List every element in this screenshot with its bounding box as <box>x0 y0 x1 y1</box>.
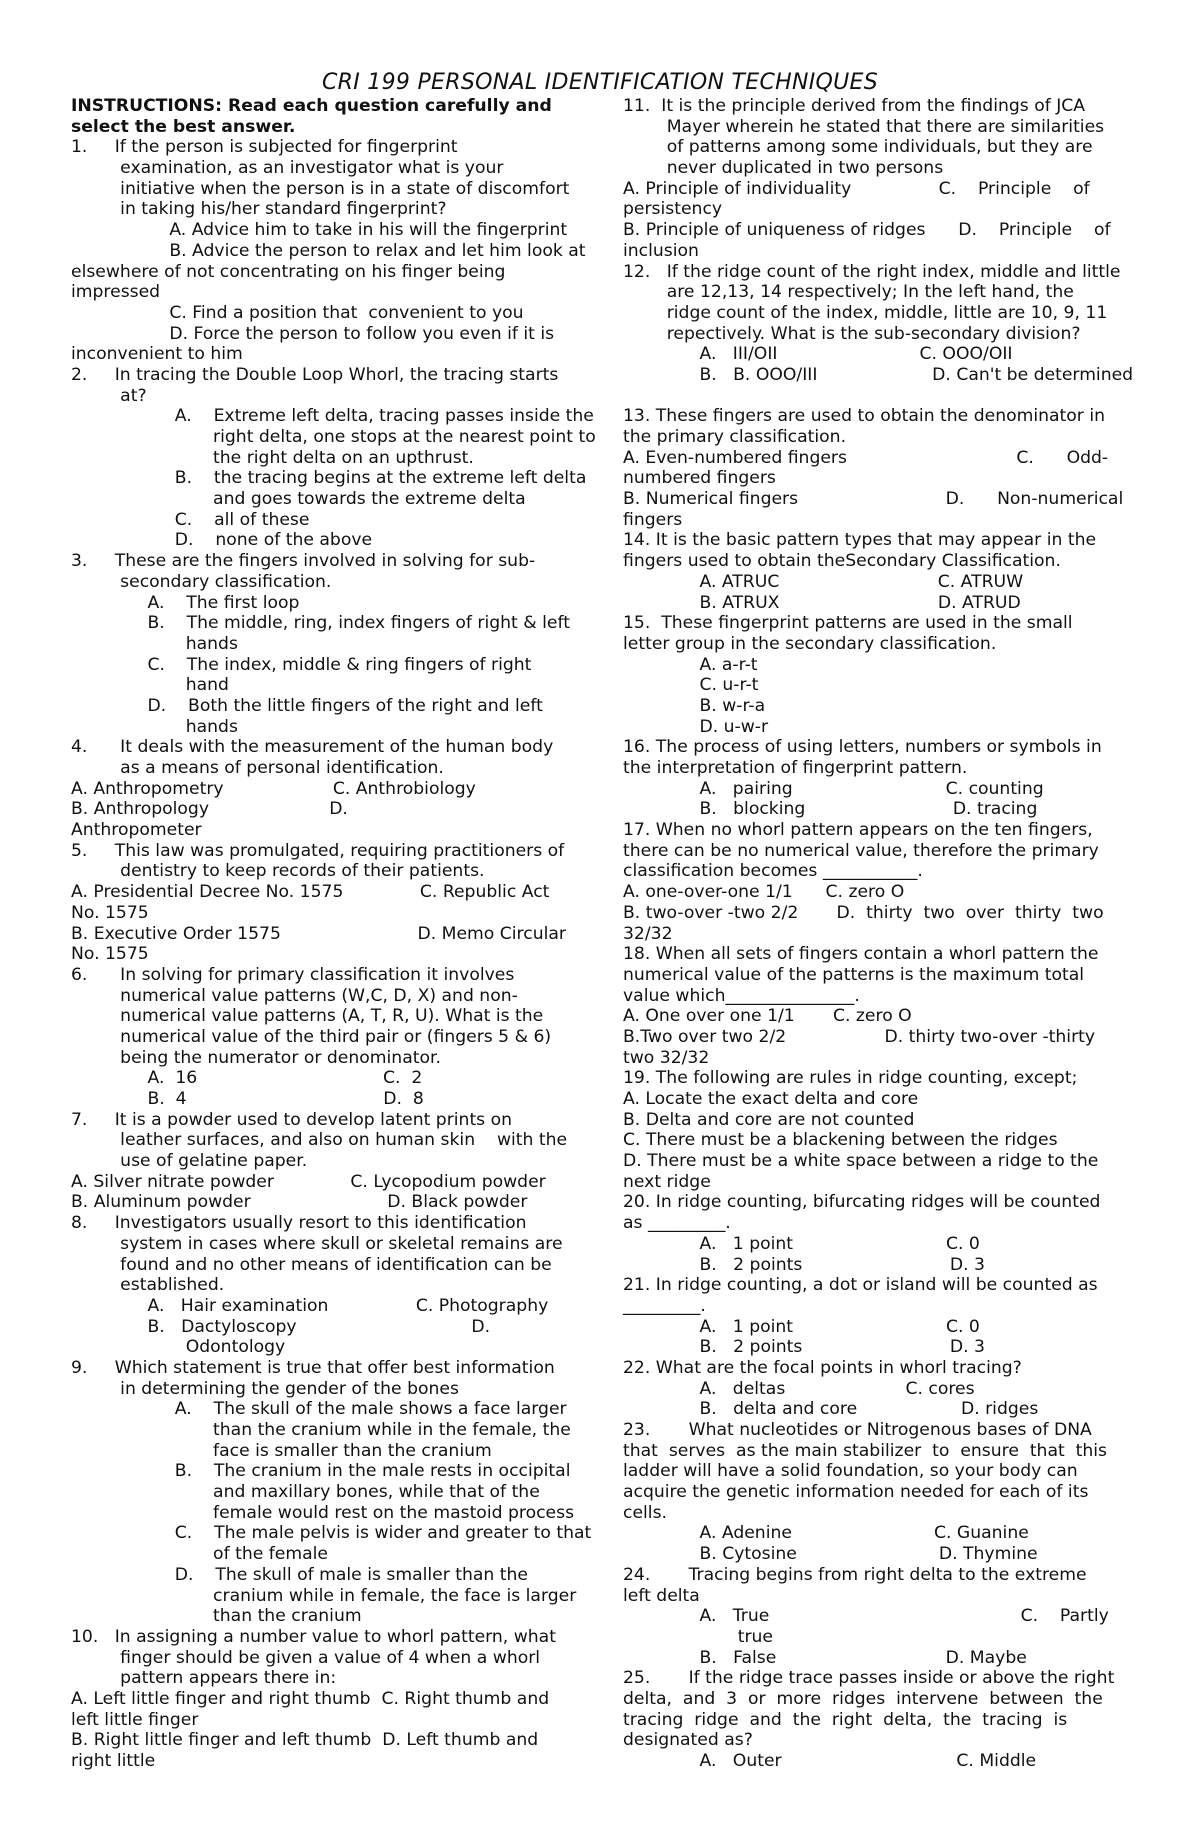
question-text-line: left delta <box>623 1585 700 1606</box>
question-text-line: B. blocking D. tracing <box>623 799 1038 820</box>
question-text-line: B. ATRUX D. ATRUD <box>623 592 1021 613</box>
question-text-line: there can be no numerical value, therefore the primary <box>623 840 1099 861</box>
question-text-line: A. a-r-t <box>623 654 758 675</box>
question-text-line: B. w-r-a <box>623 695 766 716</box>
question-text-line: B.Two over two 2/2 D. thirty two-over -thirty <box>623 1026 1096 1047</box>
question-text-line: two 32/32 <box>623 1047 710 1068</box>
question-text-line: than the cranium <box>71 1606 362 1627</box>
question-text-line: A. pairing C. counting <box>623 778 1044 799</box>
question-text-line: use of gelatine paper. <box>71 1151 308 1172</box>
question-text-line: A. Hair examination C. Photography <box>71 1295 549 1316</box>
question-text-line: 7. It is a powder used to develop latent prints on <box>71 1109 513 1130</box>
question-text-line: 14. It is the basic pattern types that may appear in the <box>623 530 1097 551</box>
question-text-line: A. deltas C. cores <box>623 1378 975 1399</box>
question-text-line: never duplicated in two persons <box>623 158 944 179</box>
question-text-line: A. III/OII C. OOO/OII <box>623 344 1013 365</box>
question-text-line: right little <box>71 1751 156 1771</box>
question-text-line: B. Numerical fingers D. Non-numerical <box>623 489 1124 510</box>
question-text-line: C. u-r-t <box>623 675 759 696</box>
question-text-line: next ridge <box>623 1171 711 1192</box>
question-text-line: D. The skull of male is smaller than the <box>71 1564 528 1585</box>
question-text-line: numerical value patterns (A, T, R, U). What is the <box>71 1006 544 1027</box>
question-text-line: tracing ridge and the right delta, the tracing is <box>623 1709 1068 1730</box>
question-text-line: 3. These are the fingers involved in solving for sub- <box>71 551 536 572</box>
question-text-line: secondary classification. <box>71 571 332 592</box>
question-text-line: true <box>623 1626 774 1647</box>
question-text-line: 32/32 <box>623 923 673 944</box>
question-text-line: B. Dactyloscopy D. <box>71 1316 491 1337</box>
question-text-line: D. none of the above <box>71 530 373 551</box>
question-text-line: 16. The process of using letters, numbers or symbols in <box>623 737 1102 758</box>
question-text-line: Anthropometer <box>71 820 202 841</box>
question-text-line: C. There must be a blackening between the ridges <box>623 1130 1058 1151</box>
question-text-line: B. the tracing begins at the extreme left delta <box>71 468 587 489</box>
question-text-line: No. 1575 <box>71 944 149 965</box>
question-text-line: 15. These fingerprint patterns are used in the small <box>623 613 1073 634</box>
question-text-line: 1. If the person is subjected for fingerprint <box>71 137 458 158</box>
question-text-line: designated as? <box>623 1730 753 1751</box>
question-text-line: impressed <box>71 282 161 303</box>
question-text-line: B. Right little finger and left thumb D. Left thumb and <box>71 1730 539 1751</box>
question-text-line: B. Delta and core are not counted <box>623 1109 915 1130</box>
question-text-line: B. 4 D. 8 <box>71 1089 424 1109</box>
question-text-line: A. The skull of the male shows a face larger <box>71 1399 567 1420</box>
question-text-line: system in cases where skull or skeletal remains are <box>71 1233 563 1254</box>
page-title: CRI 199 PERSONAL IDENTIFICATION TECHNIQUES <box>321 70 879 95</box>
question-text-line: and goes towards the extreme delta <box>71 489 526 510</box>
question-text-line: B. Cytosine D. Thymine <box>623 1544 1038 1565</box>
question-text-line: B. 2 points D. 3 <box>623 1337 985 1358</box>
question-text-line: C. all of these <box>71 509 310 530</box>
question-text-line: cranium while in female, the face is larger <box>71 1585 577 1606</box>
question-text-line: B. Principle of uniqueness of ridges D. Principle of <box>623 220 1111 241</box>
question-text-line: examination, as an investigator what is your <box>71 158 504 179</box>
question-text-line: 11. It is the principle derived from the findings of JCA <box>623 96 1086 116</box>
question-text-line: 20. In ridge counting, bifurcating ridges will be counted <box>623 1192 1101 1213</box>
question-text-line: B. The middle, ring, index fingers of right & left <box>71 613 570 634</box>
question-text-line: leather surfaces, and also on human skin with the <box>71 1130 568 1151</box>
question-text-line: 12. If the ridge count of the right index, middle and little <box>623 261 1121 282</box>
question-text-line: B. delta and core D. ridges <box>623 1399 1039 1420</box>
question-text-line: left little finger <box>71 1709 199 1730</box>
question-text-line: dentistry to keep records of their patients. <box>71 861 485 882</box>
question-text-line: C. The male pelvis is wider and greater to that <box>71 1523 592 1544</box>
question-text-line: repectively. What is the sub-secondary division? <box>623 323 1081 344</box>
right-question-lines <box>623 96 1133 1772</box>
question-text-line: 6. In solving for primary classification it involves <box>71 964 515 985</box>
question-text-line: the right delta on an upthrust. <box>71 447 474 468</box>
question-text-line: A. Advice him to take in his will the fingerprint <box>71 220 568 241</box>
question-text-line: delta, and 3 or more ridges intervene between the <box>623 1688 1103 1709</box>
question-text-line: finger should be given a value of 4 when a whorl <box>71 1647 541 1668</box>
question-text-line: acquire the genetic information needed for each of its <box>623 1482 1089 1503</box>
question-text-line: ladder will have a solid foundation, so your body can <box>623 1461 1078 1482</box>
question-text-line: 9. Which statement is true that offer best information <box>71 1357 555 1378</box>
question-text-line: classification becomes ___________. <box>623 861 923 882</box>
question-text-line: 10. In assigning a number value to whorl pattern, what <box>71 1626 556 1647</box>
question-text-line: hands <box>71 633 238 654</box>
question-text-line: A. 1 point C. 0 <box>623 1316 980 1337</box>
question-text-line: 2. In tracing the Double Loop Whorl, the tracing starts <box>71 364 559 385</box>
question-text-line: C. Find a position that convenient to you <box>71 302 524 323</box>
question-text-line: numerical value of the patterns is the maximum total <box>623 964 1085 985</box>
question-text-line: _________. <box>623 1295 706 1316</box>
question-text-line: A. one-over-one 1/1 C. zero O <box>623 882 905 903</box>
question-text-line: 19. The following are rules in ridge counting, except; <box>623 1068 1078 1089</box>
right-column <box>623 96 1133 1772</box>
question-text-line: of patterns among some individuals, but they are <box>623 137 1093 158</box>
question-text-line: A. Locate the exact delta and core <box>623 1089 919 1109</box>
question-text-line: B. False D. Maybe <box>623 1647 1027 1668</box>
question-text-line: 4. It deals with the measurement of the human body <box>71 737 554 758</box>
question-text-line: value which_______________. <box>623 985 860 1006</box>
question-text-line: Odontology <box>71 1337 286 1358</box>
question-text-line: D. There must be a white space between a ridge to the <box>623 1151 1099 1172</box>
question-text-line: B. B. OOO/III D. Can't be determined <box>623 364 1134 385</box>
question-text-line: 24. Tracing begins from right delta to the extreme <box>623 1564 1087 1585</box>
question-text-line: fingers used to obtain theSecondary Classification. <box>623 551 1061 572</box>
question-text-line: inclusion <box>623 240 699 261</box>
question-text-line: B. 2 points D. 3 <box>623 1254 985 1275</box>
question-text-line: elsewhere of not concentrating on his finger being <box>71 261 506 282</box>
question-text-line: established. <box>71 1275 225 1296</box>
question-text-line: right delta, one stops at the nearest point to <box>71 427 596 447</box>
left-question-lines <box>71 137 596 1771</box>
question-text-line: fingers <box>623 509 683 530</box>
question-text-line: 13. These fingers are used to obtain the denominator in <box>623 406 1106 427</box>
question-text-line: 25. If the ridge trace passes inside or above the right <box>623 1668 1115 1689</box>
question-text-line: in taking his/her standard fingerprint? <box>71 199 447 220</box>
question-text-line: at? <box>71 385 147 406</box>
question-text-line: 23. What nucleotides or Nitrogenous bases of DNA <box>623 1420 1092 1440</box>
question-text-line: C. The index, middle & ring fingers of right <box>71 654 532 675</box>
question-text-line: A. Adenine C. Guanine <box>623 1523 1029 1544</box>
question-text-line: A. ATRUC C. ATRUW <box>623 571 1024 592</box>
question-text-line: persistency <box>623 199 723 220</box>
question-text-line: B. The cranium in the male rests in occipital <box>71 1461 571 1482</box>
question-text-line: of the female <box>71 1544 328 1565</box>
question-text-line: A. Extreme left delta, tracing passes inside the <box>71 406 594 427</box>
question-text-line: 17. When no whorl pattern appears on the ten fingers, <box>623 820 1093 841</box>
question-text-line <box>623 386 1133 407</box>
question-text-line: B. Executive Order 1575 D. Memo Circular <box>71 923 566 944</box>
question-text-line: A. Even-numbered fingers C. Odd- <box>623 447 1109 468</box>
question-text-line: B. two-over -two 2/2 D. thirty two over thirty two <box>623 902 1104 923</box>
question-text-line: face is smaller than the cranium <box>71 1440 492 1461</box>
question-text-line: B. Anthropology D. <box>71 799 348 820</box>
question-text-line: numerical value of the third pair or (fingers 5 & 6) <box>71 1026 552 1047</box>
question-text-line: A. Silver nitrate powder C. Lycopodium powder <box>71 1171 546 1192</box>
question-text-line: found and no other means of identification can be <box>71 1254 552 1275</box>
question-text-line: letter group in the secondary classification. <box>623 633 997 654</box>
question-text-line: 8. Investigators usually resort to this identification <box>71 1213 527 1234</box>
question-text-line: hands <box>71 716 238 737</box>
question-text-line: A. Left little finger and right thumb C. Right thumb and <box>71 1688 550 1709</box>
question-text-line: cells. <box>623 1502 667 1523</box>
question-text-line: inconvenient to him <box>71 344 243 365</box>
question-text-line: A. 16 C. 2 <box>71 1068 423 1089</box>
question-text-line: the primary classification. <box>623 427 847 447</box>
instructions-line: INSTRUCTIONS: Read each question carefully and <box>71 96 552 116</box>
question-text-line: No. 1575 <box>71 902 149 923</box>
question-text-line: B. Advice the person to relax and let him look at <box>71 240 586 261</box>
question-text-line: hand <box>71 675 229 696</box>
question-text-line: 22. What are the focal points in whorl tracing? <box>623 1357 1022 1378</box>
question-text-line: are 12,13, 14 respectively; In the left hand, the <box>623 282 1074 303</box>
question-text-line: initiative when the person is in a state of discomfort <box>71 178 570 199</box>
question-text-line: as _________. <box>623 1213 731 1234</box>
left-column <box>71 96 596 1772</box>
question-text-line: A. True C. Partly <box>623 1606 1109 1627</box>
question-text-line: pattern appears there in: <box>71 1668 337 1689</box>
question-text-line: as a means of personal identification. <box>71 758 444 778</box>
question-text-line: A. One over one 1/1 C. zero O <box>623 1006 912 1027</box>
question-text-line: D. Both the little fingers of the right and left <box>71 695 543 716</box>
question-text-line: B. Aluminum powder D. Black powder <box>71 1192 528 1213</box>
question-text-line: A. Outer C. Middle <box>623 1751 1037 1771</box>
question-text-line: 5. This law was promulgated, requiring practitioners of <box>71 840 565 861</box>
question-text-line: D. Force the person to follow you even if it is <box>71 323 555 344</box>
question-text-line: being the numerator or denominator. <box>71 1047 441 1068</box>
question-text-line: in determining the gender of the bones <box>71 1378 459 1399</box>
question-text-line: ridge count of the index, middle, little are 10, 9, 11 <box>623 302 1108 323</box>
question-text-line: A. Principle of individuality C. Principle of <box>623 178 1090 199</box>
question-text-line: numerical value patterns (W,C, D, X) and non- <box>71 985 518 1006</box>
question-text-line: than the cranium while in the female, the <box>71 1420 571 1440</box>
question-text-line: that serves as the main stabilizer to ensure that this <box>623 1440 1108 1461</box>
question-text-line: female would rest on the mastoid process <box>71 1502 575 1523</box>
question-text-line: numbered fingers <box>623 468 776 489</box>
question-text-line: A. 1 point C. 0 <box>623 1233 980 1254</box>
question-text-line: A. Presidential Decree No. 1575 C. Republic Act <box>71 882 550 903</box>
question-text-line: Mayer wherein he stated that there are similarities <box>623 116 1105 137</box>
question-text-line: the interpretation of fingerprint pattern. <box>623 758 968 778</box>
question-text-line: 21. In ridge counting, a dot or island will be counted as <box>623 1275 1098 1296</box>
question-text-line: D. u-w-r <box>623 716 769 737</box>
question-text-line: 18. When all sets of fingers contain a whorl pattern the <box>623 944 1099 965</box>
question-text-line: A. Anthropometry C. Anthrobiology <box>71 778 476 799</box>
question-text-line: and maxillary bones, while that of the <box>71 1482 540 1503</box>
question-text-line: A. The first loop <box>71 592 300 613</box>
instructions-line: select the best answer. <box>71 116 296 137</box>
